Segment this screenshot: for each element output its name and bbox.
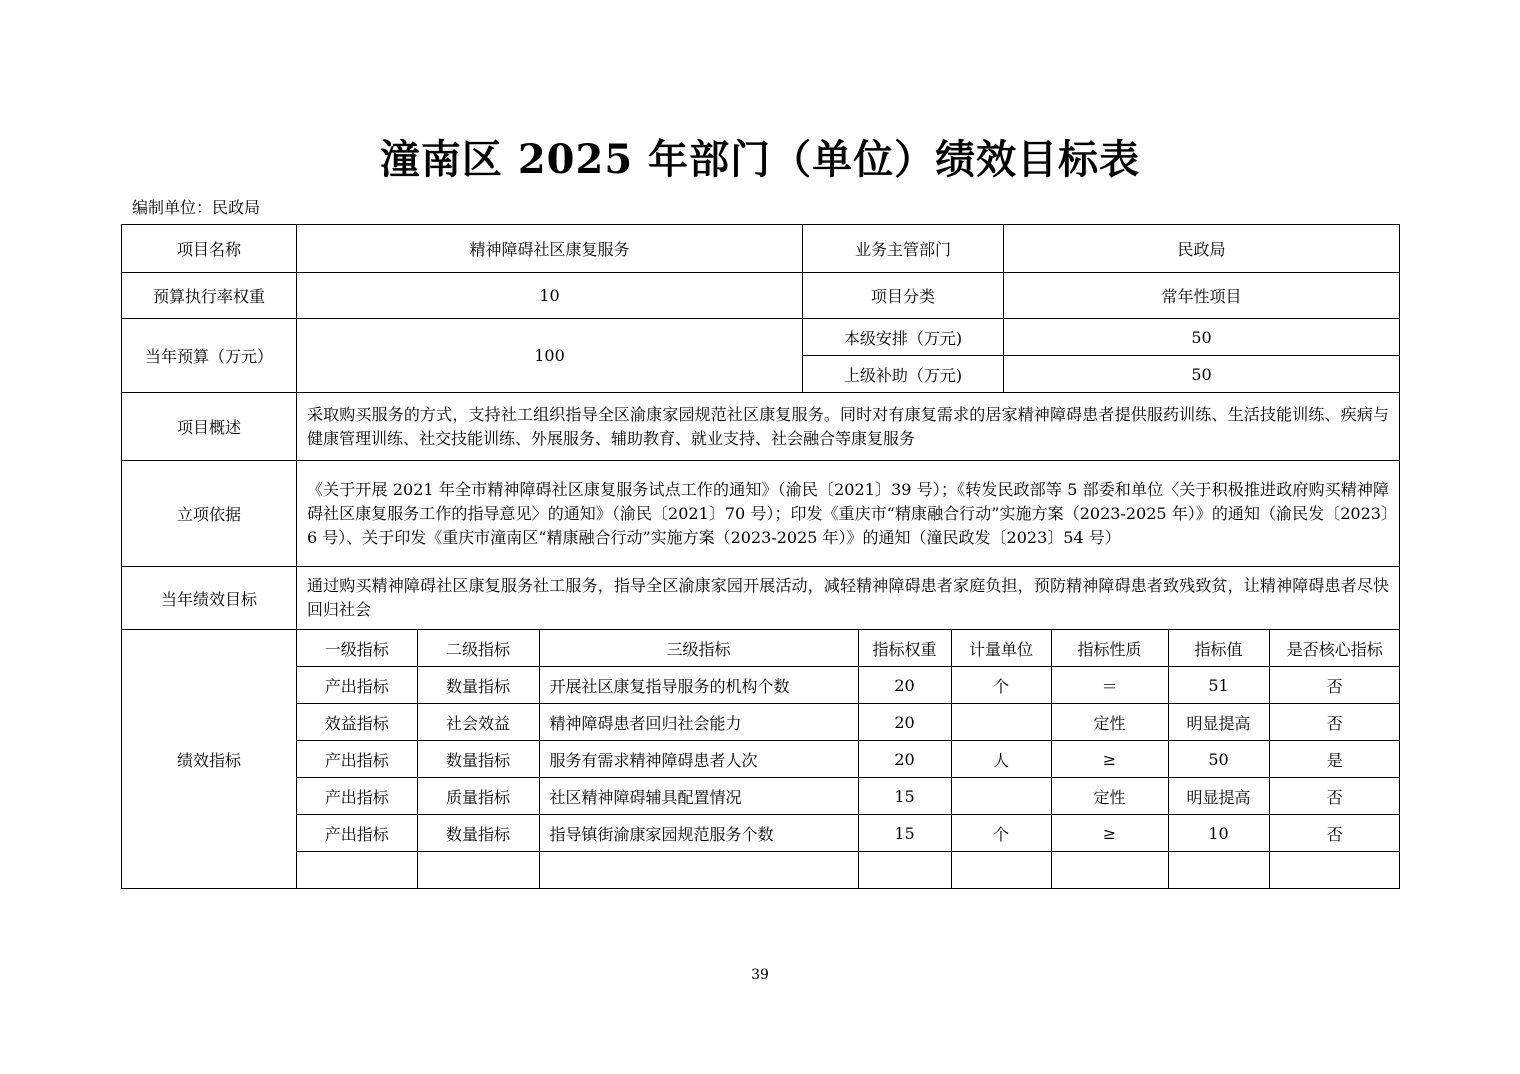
- cell-core: 否: [1269, 778, 1400, 815]
- cell-level2: 数量指标: [417, 741, 539, 778]
- cell-core: [1269, 852, 1400, 889]
- cell-nature: ≥: [1051, 741, 1168, 778]
- cell-unit: 个: [951, 815, 1051, 852]
- project-name-value: 精神障碍社区康复服务: [297, 225, 803, 273]
- cell-level2: 质量指标: [417, 778, 539, 815]
- compiling-unit-label: 编制单位：: [132, 198, 213, 217]
- cell-nature: 定性: [1051, 778, 1168, 815]
- cell-value: 50: [1168, 741, 1269, 778]
- local-funding-label: 本级安排（万元): [803, 319, 1004, 356]
- cell-unit: [951, 852, 1051, 889]
- indicators-cell: [297, 630, 1400, 889]
- cell-level1: 效益指标: [297, 704, 417, 741]
- header-level3: 三级指标: [539, 630, 858, 667]
- cell-weight: 20: [858, 667, 951, 704]
- compiling-unit-value: 民政局: [212, 198, 261, 217]
- cell-level2: 数量指标: [417, 667, 539, 704]
- weight-label: 预算执行率权重: [122, 273, 297, 319]
- header-unit: 计量单位: [951, 630, 1051, 667]
- cell-value: 明显提高: [1168, 778, 1269, 815]
- page-title: 潼南区 2025 年部门（单位）绩效目标表: [379, 136, 1141, 183]
- weight-value: 10: [297, 273, 803, 319]
- cell-weight: 20: [858, 704, 951, 741]
- cell-weight: 15: [858, 778, 951, 815]
- cell-level3: 开展社区康复指导服务的机构个数: [539, 667, 858, 704]
- category-value: 常年性项目: [1004, 273, 1400, 319]
- goal-label: 当年绩效目标: [122, 567, 297, 630]
- cell-core: 否: [1269, 704, 1400, 741]
- indicators-label: 绩效指标: [122, 630, 297, 889]
- header-nature: 指标性质: [1051, 630, 1168, 667]
- cell-nature: [1051, 852, 1168, 889]
- cell-level2: 数量指标: [417, 815, 539, 852]
- header-value: 指标值: [1168, 630, 1269, 667]
- cell-level2: [417, 852, 539, 889]
- cell-core: 否: [1269, 667, 1400, 704]
- category-label: 项目分类: [803, 273, 1004, 319]
- cell-value: [1168, 852, 1269, 889]
- cell-level3: 社区精神障碍辅具配置情况: [539, 778, 858, 815]
- cell-level1: 产出指标: [297, 815, 417, 852]
- goal-text: 通过购买精神障碍社区康复服务社工服务，指导全区渝康家园开展活动，减轻精神障碍患者家庭负担，预防精神障碍患者致残致贫，让精神障碍患者尽快回归社会: [297, 567, 1400, 630]
- upper-funding-label: 上级补助（万元): [803, 356, 1004, 393]
- cell-core: 是: [1269, 741, 1400, 778]
- indicators-table: [297, 630, 1400, 888]
- cell-level3: [539, 852, 858, 889]
- table-row: [297, 704, 1400, 741]
- compiling-unit: [132, 195, 260, 218]
- cell-unit: [951, 704, 1051, 741]
- cell-level1: 产出指标: [297, 741, 417, 778]
- cell-level3: 指导镇街渝康家园规范服务个数: [539, 815, 858, 852]
- cell-level1: [297, 852, 417, 889]
- table-row: [297, 667, 1400, 704]
- table-row: [297, 778, 1400, 815]
- table-row-empty: [297, 852, 1400, 889]
- cell-level2: 社会效益: [417, 704, 539, 741]
- table-row: [297, 741, 1400, 778]
- table-row: [297, 815, 1400, 852]
- cell-value: 10: [1168, 815, 1269, 852]
- cell-unit: [951, 778, 1051, 815]
- overview-text: 采取购买服务的方式，支持社工组织指导全区渝康家园规范社区康复服务。同时对有康复需求的居家精神障碍患者提供服药训练、生活技能训练、疾病与健康管理训练、社交技能训练、外展服务、辅助教育、就业支持、社会融合等康复服务: [297, 393, 1400, 461]
- cell-weight: 20: [858, 741, 951, 778]
- performance-target-table: [121, 224, 1400, 889]
- cell-nature: ＝: [1051, 667, 1168, 704]
- local-funding-value: 50: [1004, 319, 1400, 356]
- upper-funding-value: 50: [1004, 356, 1400, 393]
- page-number: 39: [751, 967, 769, 983]
- header-level2: 二级指标: [417, 630, 539, 667]
- cell-level1: 产出指标: [297, 667, 417, 704]
- dept-label: 业务主管部门: [803, 225, 1004, 273]
- cell-unit: 人: [951, 741, 1051, 778]
- cell-nature: 定性: [1051, 704, 1168, 741]
- cell-weight: 15: [858, 815, 951, 852]
- budget-label: 当年预算（万元）: [122, 319, 297, 393]
- cell-weight: [858, 852, 951, 889]
- cell-core: 否: [1269, 815, 1400, 852]
- cell-nature: ≥: [1051, 815, 1168, 852]
- header-level1: 一级指标: [297, 630, 417, 667]
- cell-value: 51: [1168, 667, 1269, 704]
- basis-text: 《关于开展 2021 年全市精神障碍社区康复服务试点工作的通知》（渝民〔2021〕39 号）；《转发民政部等 5 部委和单位〈关于积极推进政府购买精神障碍社区康复服务工作的指导意见〉的通知》（渝民〔2021〕70 号）；印发《重庆市“精康融合行动”实施方案（2023-2025 年）》的通知（渝民发〔2023〕6 号）、关于印发《重庆市潼南区“精康融合行动”实施方案（2023-2025 年）》的通知（潼民政发〔2023〕54 号）: [297, 461, 1400, 567]
- cell-value: 明显提高: [1168, 704, 1269, 741]
- basis-label: 立项依据: [122, 461, 297, 567]
- overview-label: 项目概述: [122, 393, 297, 461]
- dept-value: 民政局: [1004, 225, 1400, 273]
- project-name-label: 项目名称: [122, 225, 297, 273]
- indicators-header-row: [297, 630, 1400, 667]
- budget-value: 100: [297, 319, 803, 393]
- cell-level1: 产出指标: [297, 778, 417, 815]
- header-core: 是否核心指标: [1269, 630, 1400, 667]
- cell-level3: 服务有需求精神障碍患者人次: [539, 741, 858, 778]
- header-weight: 指标权重: [858, 630, 951, 667]
- cell-level3: 精神障碍患者回归社会能力: [539, 704, 858, 741]
- cell-unit: 个: [951, 667, 1051, 704]
